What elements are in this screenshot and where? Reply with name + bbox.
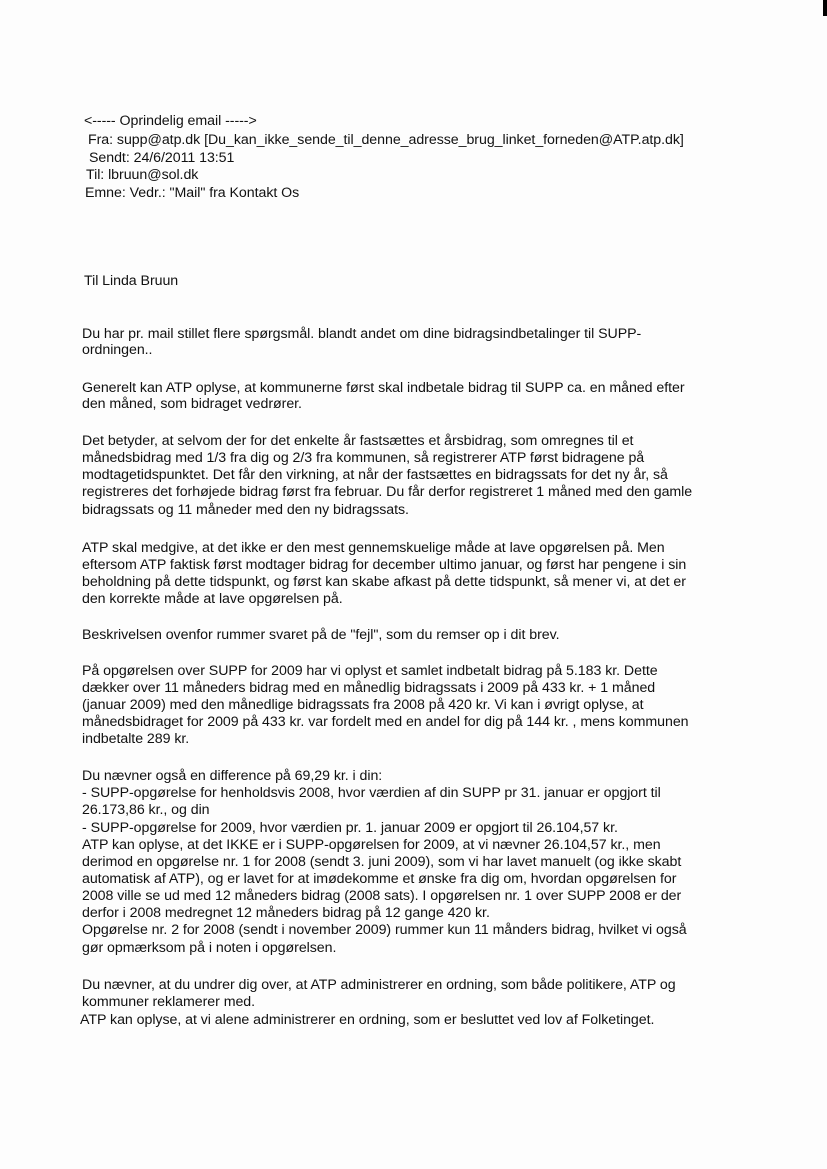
paragraph-7-line: Opgørelse nr. 2 for 2008 (sendt i november 2009) rummer kun 11 månders bidrag, hvilket vi også — [82, 922, 687, 938]
paragraph-7-line: - SUPP-opgørelse for henholdsvis 2008, hvor værdien af din SUPP pr 31. januar er opgjort til — [82, 785, 661, 801]
paragraph-6-line: På opgørelsen over SUPP for 2009 har vi oplyst et samlet indbetalt bidrag på 5.183 kr. Dette — [82, 663, 658, 679]
paragraph-7-line: derfor i 2008 medregnet 12 måneders bidrag på 12 gange 420 kr. — [82, 905, 490, 921]
paragraph-1-line: Du har pr. mail stillet flere spørgsmål. blandt andet om dine bidragsindbetalinger til SUPP- — [82, 326, 642, 342]
paragraph-4-line: ATP skal medgive, at det ikke er den mest gennemskuelige måde at lave opgørelsen på. Men — [82, 540, 665, 556]
email-from: Fra: supp@atp.dk [Du_kan_ikke_sende_til_denne_adresse_brug_linket_forneden@ATP.atp.dk] — [88, 132, 684, 148]
paragraph-8-line: kommuner reklamerer med. — [82, 994, 256, 1010]
paragraph-7-line: gør opmærksom på i noten i opgørelsen. — [82, 940, 337, 956]
greeting: Til Linda Bruun — [84, 273, 179, 289]
paragraph-7-line: 26.173,86 kr., og din — [82, 802, 210, 818]
paragraph-7-line: - SUPP-opgørelse for 2009, hvor værdien pr. 1. januar 2009 er opgjort til 26.104,57 kr. — [82, 820, 618, 836]
paragraph-5-line: Beskrivelsen ovenfor rummer svaret på de "fejl", som du remser op i dit brev. — [82, 627, 560, 643]
paragraph-7-line: automatisk af ATP), og er lavet for at imødekomme et ønske fra dig om, hvordan opgørelsen for — [82, 871, 677, 887]
email-original-marker: <----- Oprindelig email -----> — [84, 113, 257, 129]
paragraph-7-line: derimod en opgørelse nr. 1 for 2008 (sendt 3. juni 2009), som vi har lavet manuelt (og ikke skabt — [82, 854, 682, 870]
paragraph-4-line: eftersom ATP faktisk først modtager bidrag for december ultimo januar, og først har pengene i sin — [82, 557, 687, 573]
paragraph-1-line: ordningen.. — [82, 342, 153, 358]
paragraph-3-line: månedsbidrag med 1/3 fra dig og 2/3 fra kommunen, så registrerer ATP først bidragene på — [82, 450, 645, 466]
paragraph-6-line: månedsbidraget for 2009 på 433 kr. var fordelt med en andel for dig på 144 kr. , mens kommunen — [82, 714, 689, 730]
paragraph-3-line: bidragssats og 11 måneder med den ny bidragssats. — [82, 502, 409, 518]
paragraph-6-line: indbetalte 289 kr. — [82, 731, 190, 747]
paragraph-8-line: ATP kan oplyse, at vi alene administrerer en ordning, som er besluttet ved lov af Folketinget. — [80, 1012, 655, 1028]
paragraph-2-line: Generelt kan ATP oplyse, at kommunerne først skal indbetale bidrag til SUPP ca. en måned efter — [82, 380, 685, 396]
paragraph-6-line: dækker over 11 måneders bidrag med en månedlig bidragssats i 2009 på 433 kr. + 1 måned — [82, 680, 656, 696]
paragraph-7-line: Du nævner også en difference på 69,29 kr. i din: — [82, 768, 383, 784]
email-subject: Emne: Vedr.: "Mail" fra Kontakt Os — [85, 185, 300, 201]
paragraph-4-line: beholdning på dette tidspunkt, og først kan skabe afkast på dette tidspunkt, så mener vi, at det er — [82, 574, 686, 590]
paragraph-3-line: registreres det forhøjede bidrag først fra februar. Du får derfor registreret 1 måned med den gamle — [82, 484, 693, 500]
paragraph-7-line: 2008 ville se ud med 12 måneders bidrag (2008 sats). I opgørelsen nr. 1 over SUPP 2008 er der — [82, 888, 682, 904]
paragraph-7-line: ATP kan oplyse, at det IKKE er i SUPP-opgørelsen for 2009, at vi nævner 26.104,57 kr., men — [82, 837, 661, 853]
scan-edge-mark — [823, 0, 827, 16]
paragraph-8-line: Du nævner, at du undrer dig over, at ATP administrerer en ordning, som både politikere, ATP og — [82, 977, 676, 993]
paragraph-4-line: den korrekte måde at lave opgørelsen på. — [82, 591, 343, 607]
email-sent: Sendt: 24/6/2011 13:51 — [89, 150, 235, 166]
email-to: Til: lbruun@sol.dk — [86, 167, 199, 183]
paragraph-3-line: modtagetidspunktet. Det får den virkning, at når der fastsættes en bidragssats for det ny år, så — [82, 467, 668, 483]
paragraph-3-line: Det betyder, at selvom der for det enkelte år fastsættes et årsbidrag, som omregnes til et — [82, 433, 634, 449]
paragraph-2-line: den måned, som bidraget vedrører. — [82, 396, 302, 412]
paragraph-6-line: (januar 2009) med den månedlige bidragssats fra 2008 på 420 kr. Vi kan i øvrigt oplyse, at — [82, 697, 644, 713]
